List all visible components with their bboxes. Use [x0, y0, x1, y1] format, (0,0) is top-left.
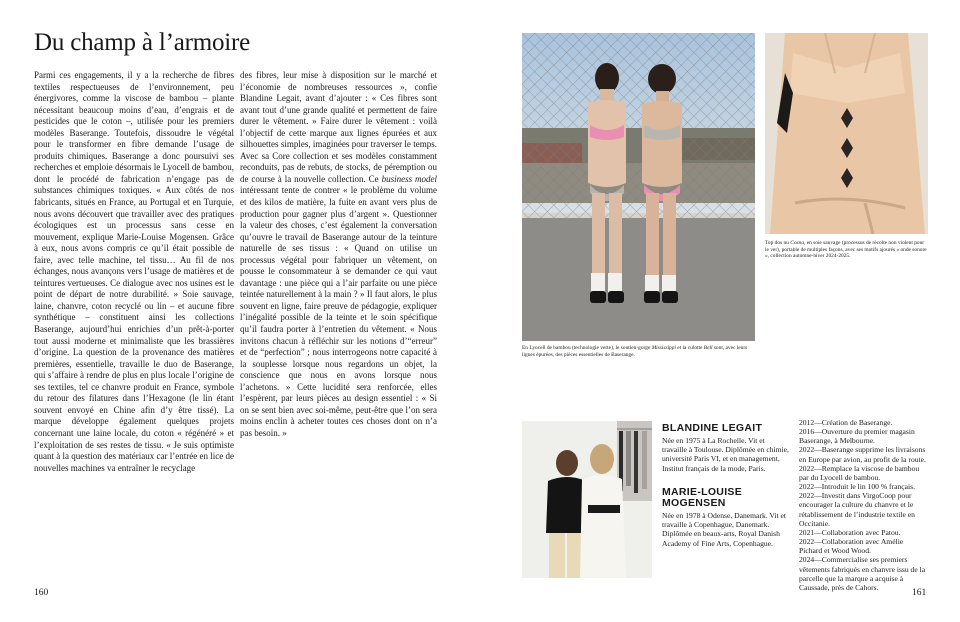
timeline-item: 2016—Ouverture du premier magasin Baserange, à Melbourne. [799, 427, 915, 446]
timeline-item: 2012—Création de Baserange. [799, 418, 893, 427]
photo-silk-top-image [765, 33, 928, 234]
body-column-1 [34, 70, 234, 474]
caption-main-photo [522, 345, 756, 358]
body-text-column-2 [240, 70, 437, 440]
bio-name: MARIE-LOUISE MOGENSEN [662, 486, 743, 509]
caption-silk-top [765, 240, 928, 260]
photo-founders [522, 421, 652, 578]
caption-segment: Top dos nu [765, 240, 791, 246]
body-column-2 [240, 70, 437, 440]
body-text-segment: intéressant tente de contrer « le problème du volume et des kilos de matière, la fuite en avant vers plus de production pour gagner plus d’argent ». Questionner la valeur des choses, c’est également la conversation qu’ouvre le travail de Baserange autour de la teinture naturelle de ses tissus : « Quand on utilise un processus végétal pour fabriquer un vêtement, on pousse le consommateur à se demander ce qui vaut davantage : une pièce qui a l’air parfaite ou une pièce teintée naturellement à la main ? » Il faut alors, le plus souvent en ligne, faire preuve de pédagogie, expliquer l’inégalité possible de la teinte et le soin spécifique qu’il faudra porter à l’entretien du vêtement. « Nous invitons chacun à réfléchir sur les notions d’“erreur” et de “perfection” ; nous interrogeons notre capacité à la souplesse lorsque nous regardons un objet, la conscience que nous en avons lorsque nous l’achetons. » Cette lucidité sera renforcée, elles l’espèrent, par leurs pièces au design essentiel : « Si on se sent bien avec soi-même, peut-être que l’on sera moins enclin à acheter toutes ces choses dont on n’a pas besoin. » [240, 185, 437, 438]
caption-segment: , en soie sauvage (processus de récolte non violent pour le ver), portable de multiples façons, avec ses motifs ajourés « onde sonore », collection automne-hiver 2024-2025. [765, 240, 927, 260]
caption-segment: sont, avec leurs lignes épurées, des pièces essentielles de Baserange. [522, 345, 748, 358]
body-text-italic: business model [381, 173, 438, 184]
body-text-column-1: Parmi ces engagements, il y a la recherche de fibres textiles respectueuses de l’environnement, peu énergivores, comme la viscose de bambou – plante nécessitant beaucoup moins d’eau, d’engrais et de pesticides que le coton –, utilisée pour les premiers modèles Baserange. Toutefois, dissoudre le végétal pour le transformer en fibre demande l’usage de produits chimiques. Baserange a donc poursuivi ses recherches et emploie désormais le Lyocell de bambou, dont le procédé de fabrication n’engage pas de substances chimiques toxiques. « Aux côtés de nos fabricants, situés en France, au Portugal et en Turquie, nous avons découvert que travailler avec des pratiques écologiques est un processus sans cesse en mouvement, explique Marie-Louise Mogensen. Grâce à eux, nous avons compris ce qu’il était possible de faire, avec telle machine, tel tissu… Au fil de nos échanges, nous avançons vers l’usage de matières et de teintures vertueuses. Ce dialogue avec nos usines est le point de départ de notre durabilité. » Soie sauvage, laine, chanvre, coton recyclé ou lin – et aucune fibre synthétique – constituent ainsi les collections Baserange, aujourd’hui enrichies d’un prêt-à-porter tout aussi moderne et minimaliste que les brassières d’origine. La question de la provenance des matières premières, essentielle, travaille le duo de Baserange, qui s’affaire à rendre de plus en plus locale l’origine de ses textiles, tel ce chanvre produit en France, symbole du retour des filatures dans l’Hexagone (le lin étant souvent envoyé en Chine afin d’y être tissé). La marque développe également quelques projets concernant une laine locale, du coton « régénéré » et l’exploitation de ses restes de tissu. « Je suis optimiste quant à la question des matériaux car l’entrée en lice de nouvelles machines va entraîner le recyclage [34, 70, 234, 473]
timeline-item: 2024—Commercialise ses premiers vêtements fabriqués en chanvre issu de la parcelle que la marque a acquise à Caussade, près de Cahors. [799, 555, 926, 592]
timeline [799, 418, 927, 592]
caption-segment: En Lyocell de bambou (technologie verte), le soutien-gorge [522, 345, 652, 351]
photo-founders-image [522, 421, 652, 578]
caption-italic: Bell [703, 345, 713, 351]
timeline-item: 2022—Introduit le lin 100 % français. [799, 482, 915, 492]
caption-segment: et la culotte [675, 345, 704, 351]
page-number-right: 161 [912, 588, 927, 598]
bio-marie-louise [662, 487, 790, 548]
timeline-item: 2022—Baserange supprime les livraisons en Europe par avion, au profit de la route. [799, 445, 926, 464]
timeline-item: 2022—Investit dans VirgoCoop pour encourager la culture du chanvre et le rétablissement de l’industrie textile en Occitanie. [799, 491, 915, 528]
bio-text: Née en 1978 à Odense, Danemark. Vit et travaille à Copenhague, Danemark. Diplômée en beaux-arts, Royal Danish Academy of Fine Arts, Copenhague. [662, 511, 787, 548]
photo-models-fence-image [522, 33, 755, 341]
body-text-segment: des fibres, leur mise à disposition sur le marché et l’économie de nombreuses ressources », confie Blandine Legait, avant d’ajouter : « Ces fibres sont avant tout d’une grande qualité et permettent de faire durer le vêtement. » Faire durer le vêtement : voilà l’objectif de cette marque aux lignes épurées et aux silhouettes simples, imaginées pour traverser le temps. Avec sa Core collection et ses modèles constamment reconduits, pas de rebuts, de stocks, de péremption ou de course à la nouvelle collection. Ce [240, 70, 437, 184]
page-title: Du champ à l’armoire [34, 29, 251, 56]
photo-models-fence [522, 33, 755, 341]
caption-italic: Mississippi [651, 345, 676, 351]
bio-blandine [662, 423, 790, 473]
bio-text: Née en 1975 à La Rochelle. Vit et travaille à Toulouse. Diplômée en chimie, université Paris VI, et en management, Institut français de la mode, Paris. [662, 436, 789, 473]
caption-italic: Cosna [790, 240, 805, 246]
timeline-item: 2022—Remplace la viscose de bambou par du Lyocell de bambou. [799, 463, 920, 482]
timeline-item: 2022—Collaboration avec Amélie Pichard et Wood Wood. [799, 537, 904, 556]
page-number-left: 160 [34, 588, 49, 598]
bio-name: BLANDINE LEGAIT [662, 422, 763, 434]
timeline-item: 2021—Collaboration avec Patou. [799, 527, 901, 537]
photo-silk-top [765, 33, 928, 234]
